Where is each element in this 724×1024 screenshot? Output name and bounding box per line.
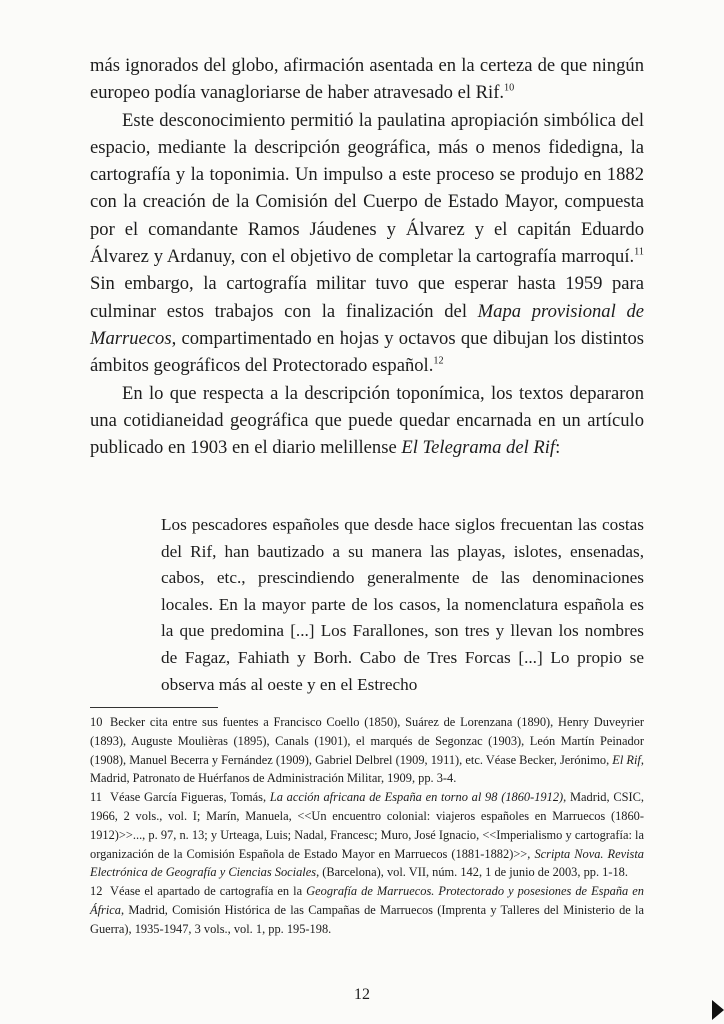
footnote-ref-10[interactable]: 10 <box>504 82 515 94</box>
paragraph-2: Este desconocimiento permitió la paulatina apropiación simbólica del espacio, mediante la descripción geográfica, más o menos fidedigna, la cartografía y la toponimia. Un impulso a este proceso se produjo en 1882 con la creación de la Comisión del Cuerpo de Estado Mayor, compuesta por el comandante Ramos Jáudenes y Álvarez y el capitán Eduardo Álvarez y Ardanuy, con el objetivo de completar la cartografía marroquí.$^{11}$ Sin embargo, la cartografía militar tuvo que esperar hasta 1959 para culminar estos trabajos con la finalización del Mapa provisional de Marruecos, compartimentado en hojas y octavos que dibujan los distintos ámbitos geográficos del Protectorado español.$^{12}$ <box>90 109 644 377</box>
footnote-number: 10 <box>90 715 103 729</box>
body-text <box>90 52 644 461</box>
quote-text: Los pescadores españoles que desde hace siglos frecuentan las costas del Rif, han bautizado a su manera las playas, islotes, ensenadas, cabos, etc., prescindiendo generalmente de las denominaciones locales. En la mayor parte de los casos, la nomenclatura española es la que predomina [...] Los Farallones, son tres y llevan los nombres de Fagaz, Fahiath y Borh. Cabo de Tres Forcas [...] Lo propio se observa más al oeste y en el Estrecho <box>161 515 644 694</box>
paragraph-3: En lo que respecta a la descripción toponímica, los textos depararon una cotidianeidad geográfica que puede quedar encarnada en un artículo publicado en 1903 en el diario melillense El Telegrama del Rif: <box>90 382 644 459</box>
map-title: Mapa provisional de Marruecos <box>90 300 644 349</box>
arrow-right-icon <box>712 1000 724 1020</box>
footnote-ref-11[interactable]: 11 <box>634 246 644 258</box>
footnote-10: 10 Becker cita entre sus fuentes a Francisco Coello (1850), Suárez de Lorenzana (1890), Henry Duveyrier (1893), Auguste Moulièras (1895), Canals (1901), el marqués de Segonzac (1903), León Martín Peinador (1908), Manuel Becerra y Fernández (1909), Gabriel Delbrel (1909, 1911), etc. Véase Becker, Jerónimo, El Rif, Madrid, Patronato de Huérfanos de Administración Militar, 1909, pp. 3-4. <box>90 715 644 786</box>
page-number: 12 <box>354 986 370 1003</box>
footnote-divider <box>90 707 218 708</box>
footnote-number: 12 <box>90 884 103 899</box>
newspaper-title: El Telegrama del Rif <box>401 437 556 459</box>
footnote-12: 12 Véase el apartado de cartografía en la Geografía de Marruecos. Protectorado y posesiones de España en África, Madrid, Comisión Histórica de las Campañas de Marruecos (Imprenta y Talleres del Ministerio de la Guerra), 1935-1947, 3 vols., vol. 1, pp. 195-198. <box>90 884 644 936</box>
footnote-ref-12[interactable]: 12 <box>433 355 444 367</box>
footnote-number: 11 <box>90 790 102 805</box>
footnote-11: 11 Véase García Figueras, Tomás, La acción africana de España en torno al 98 (1860-1912), Madrid, CSIC, 1966, 2 vols., vol. I; Marín, Manuela, <<Un encuentro colonial: viajeros españoles en Marruecos (1860-1912)>>..., p. 97, n. 13; y Urteaga, Luis; Nadal, Francesc; Muro, José Ignacio, <<Imperialismo y cartografía: la organización de la Comisión Española de Estado Mayor en Marruecos (1881-1882)>>, Scripta Nova. Revista Electrónica de Geografía y Ciencias Sociales, (Barcelona), vol. VII, núm. 142, 1 de junio de 2003, pp. 1-18. <box>90 790 645 880</box>
block-quote <box>161 512 644 698</box>
paragraph-1: más ignorados del globo, afirmación asentada en la certeza de que ningún europeo podía vanagloriarse de haber atravesado el Rif.$^{10}$ <box>90 55 644 104</box>
footnotes <box>90 713 644 939</box>
